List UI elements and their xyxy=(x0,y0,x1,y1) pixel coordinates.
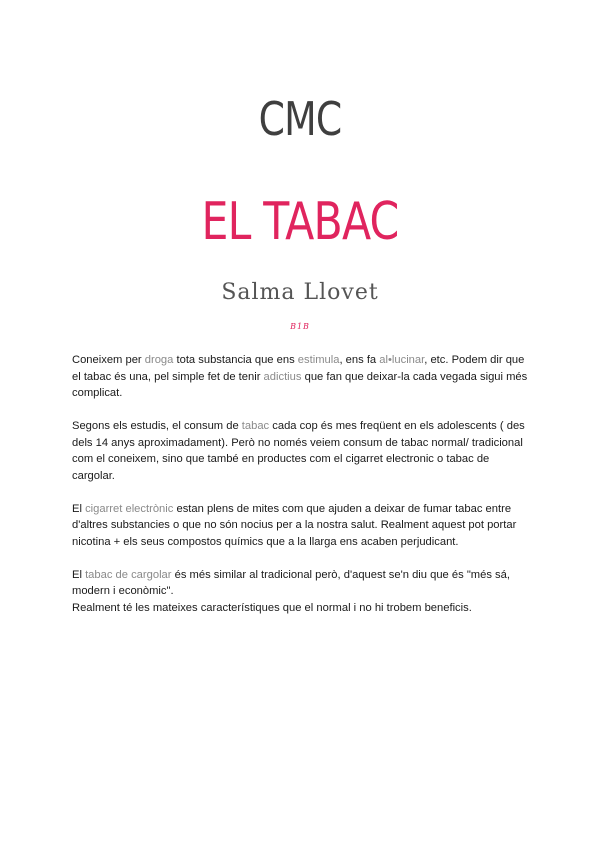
keyword-term: tabac xyxy=(241,420,270,432)
paragraph-1 xyxy=(72,352,532,402)
paragraph-text: que fan que deixar-la cada vegada sigui més complicat. xyxy=(72,370,528,399)
body-text xyxy=(72,352,532,633)
paragraph-text: estan plens de mites com que ajuden a deixar de fumar tabac entre d'altres substancies o que no són nocius per a la nostra salut. Realment aquest pot portar nicotina + els seus compostos químics que a la llarga ens acaben perjudicant. xyxy=(72,502,517,548)
paragraph-text: El xyxy=(72,502,86,515)
paragraph-4 xyxy=(72,567,532,617)
paragraph-text: és més similar al tradicional però, d'aquest se'n diu que és "més sá, modern i econòmic". xyxy=(72,568,510,597)
paragraph-text: , ens fa xyxy=(339,354,380,366)
paragraph-text: Coneixem per xyxy=(72,354,145,366)
document-title: EL TABAC xyxy=(201,192,399,252)
class-code: B1B xyxy=(290,322,310,331)
paragraph-3 xyxy=(72,501,532,551)
paragraph-text: cada cop és mes freqüent en els adolescents ( des dels 14 anys aproximadament). Però no només veiem consum de tabac normal/ tradicional com el coneixem, sino que també en productes com el cigarret electronic o tabac de cargolar. xyxy=(72,420,525,482)
keyword-term: droga xyxy=(144,354,174,366)
keyword-term: estimula xyxy=(297,354,340,366)
course-heading: CMC xyxy=(258,92,342,146)
paragraph-text: , etc. Podem dir que el tabac és una, pel simple fet de tenir xyxy=(72,354,525,383)
keyword-term: al•lucinar xyxy=(379,354,425,366)
keyword-term: tabac de cargolar xyxy=(85,568,172,581)
paragraph-2 xyxy=(72,418,532,484)
author-name: Salma Llovet xyxy=(221,280,379,305)
paragraph-text: Realment té les mateixes característiques que el normal i no hi trobem beneficis. xyxy=(72,601,472,614)
keyword-term: adictius xyxy=(263,370,302,383)
paragraph-text: tota substancia que ens xyxy=(173,354,298,366)
paragraph-text: El xyxy=(72,568,86,581)
paragraph-text: Segons els estudis, el consum de xyxy=(72,420,242,432)
keyword-term: cigarret electrònic xyxy=(85,502,174,515)
